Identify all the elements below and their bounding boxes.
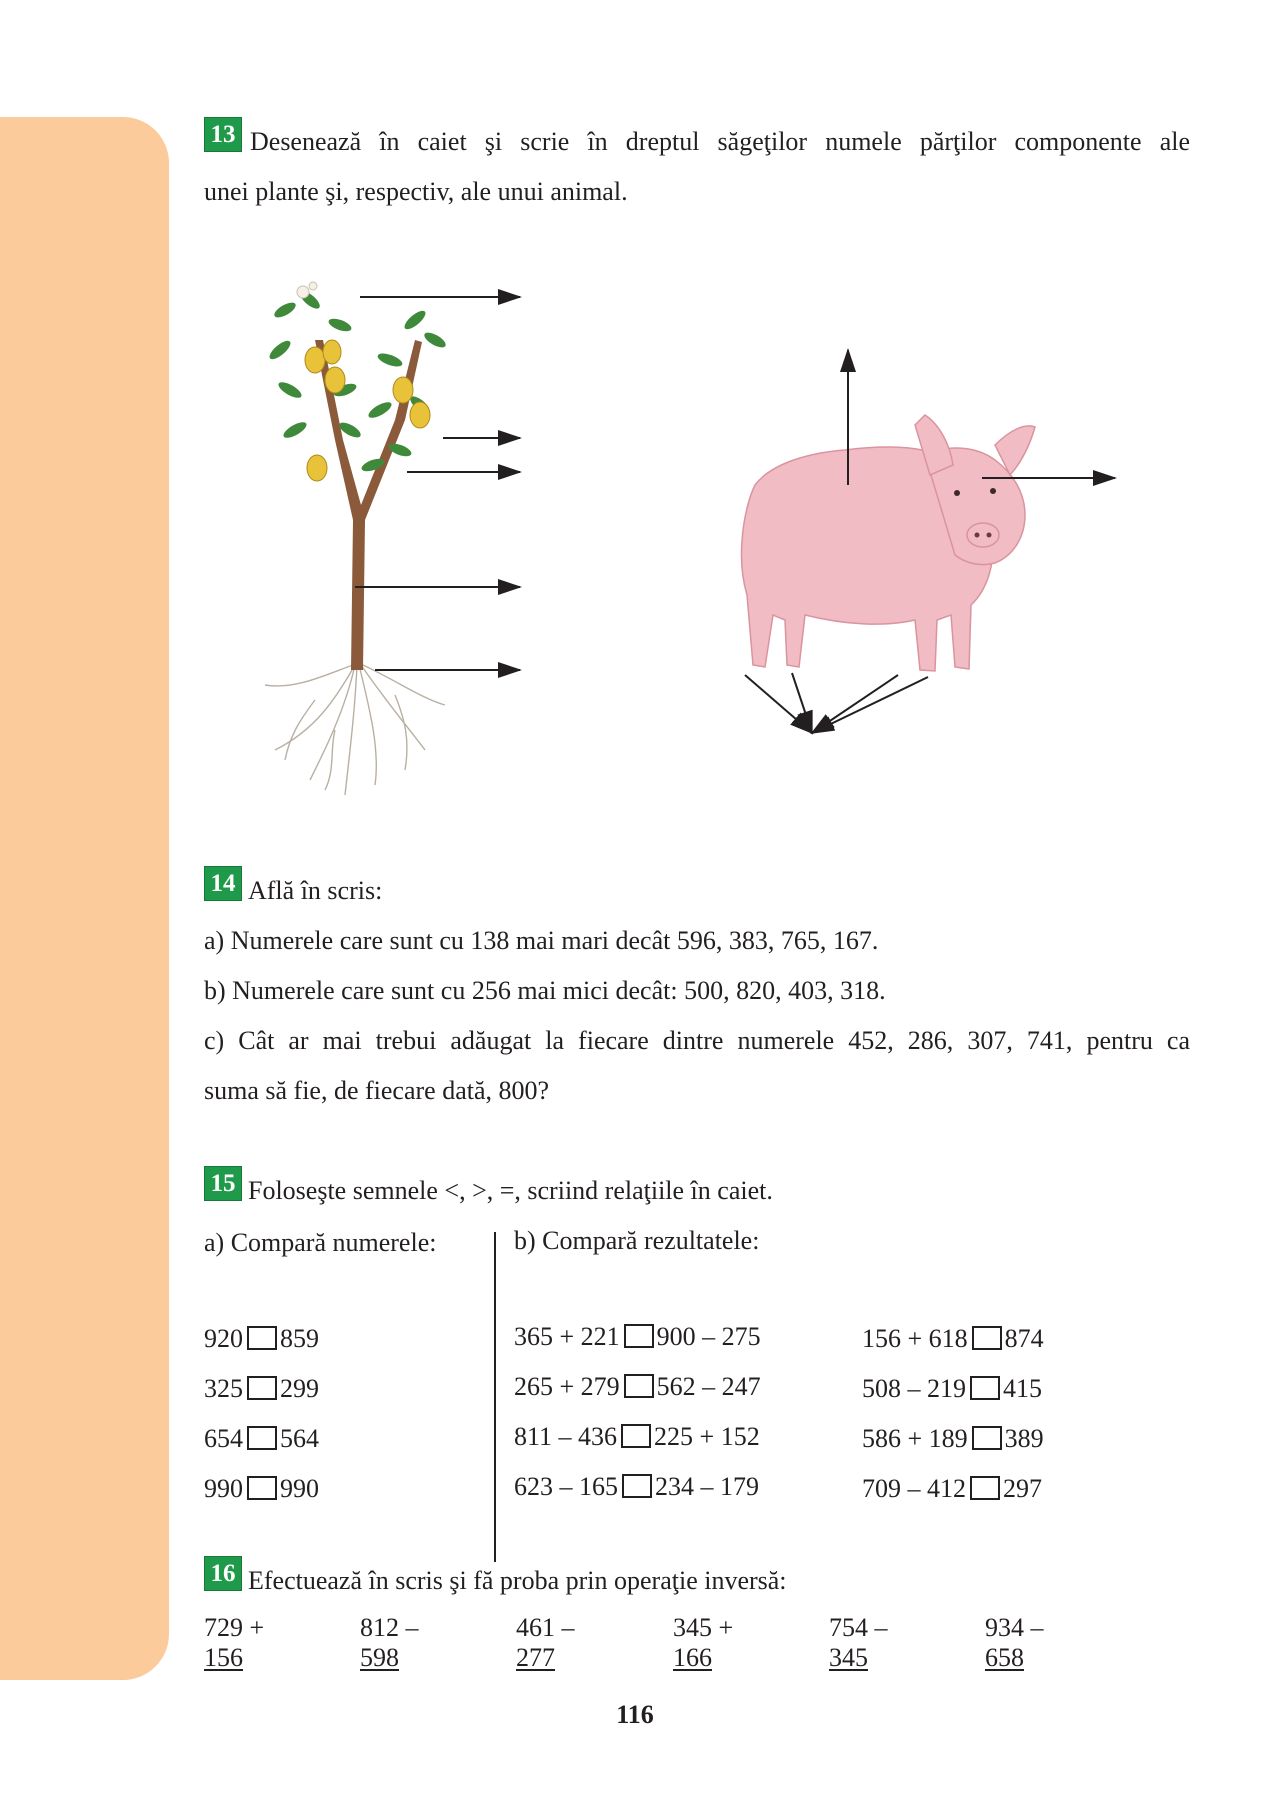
answer-box[interactable] [970,1476,1000,1500]
exercise-14-badge: 14 [204,866,242,901]
pig-arrows [730,345,1120,745]
compare-row: 508 – 219 415 [862,1374,1042,1403]
ex14-c-line2: suma să fie, de fiecare dată, 800? [204,1076,550,1105]
ex13-line2: unei plante şi, respectiv, ale unui animal. [204,177,628,206]
answer-box[interactable] [247,1426,277,1450]
answer-box[interactable] [972,1326,1002,1350]
answer-box[interactable] [621,1424,651,1448]
compare-row: 654 564 [204,1424,319,1453]
exercise-16-badge: 16 [204,1556,242,1591]
compare-row: 709 – 412 297 [862,1474,1042,1503]
operation: 812 – 598 [360,1613,419,1672]
answer-box[interactable] [972,1426,1002,1450]
answer-box[interactable] [247,1326,277,1350]
answer-box[interactable] [970,1376,1000,1400]
answer-box[interactable] [622,1474,652,1498]
answer-box[interactable] [247,1376,277,1400]
compare-row: 365 + 221 900 – 275 [514,1322,761,1351]
ex14-c-line1: c) Cât ar mai trebui adăugat la fiecare dintre numerele 452, 286, 307, 741, pentru ca [204,1026,1190,1055]
answer-box[interactable] [247,1476,277,1500]
page-number: 116 [616,1700,654,1729]
operation: 754 – 345 [829,1613,888,1672]
operation: 345 + 166 [673,1613,734,1672]
ex15-intro: Foloseşte semnele <, >, =, scriind relaţiile în caiet. [248,1176,773,1205]
compare-row: 920 859 [204,1324,319,1353]
operation: 729 + 156 [204,1613,265,1672]
compare-row: 990 990 [204,1474,319,1503]
compare-row: 156 + 618 874 [862,1324,1044,1353]
compare-row: 265 + 279 562 – 247 [514,1372,761,1401]
column-divider [494,1232,496,1562]
ex14-intro: Află în scris: [248,876,383,905]
ex13-line1: Desenează în caiet şi scrie în dreptul săgeţilor numele părţilor componente ale [250,127,1190,156]
compare-row: 325 299 [204,1374,319,1403]
operation: 934 – 658 [985,1613,1044,1672]
answer-box[interactable] [624,1324,654,1348]
side-band [0,117,169,1680]
ex15-a-label: a) Compară numerele: [204,1228,437,1257]
tree-arrows [355,285,525,685]
exercise-15-badge: 15 [204,1166,242,1201]
exercise-13-badge: 13 [204,117,242,152]
ex16-intro: Efectuează în scris şi fă proba prin operaţie inversă: [248,1566,787,1595]
answer-box[interactable] [624,1374,654,1398]
operation: 461 – 277 [516,1613,575,1672]
ex15-b-label: b) Compară rezultatele: [514,1226,760,1255]
compare-row: 811 – 436 225 + 152 [514,1422,760,1451]
ex14-a: a) Numerele care sunt cu 138 mai mari decât 596, 383, 765, 167. [204,926,879,955]
compare-row: 623 – 165 234 – 179 [514,1472,759,1501]
compare-row: 586 + 189 389 [862,1424,1044,1453]
ex14-b: b) Numerele care sunt cu 256 mai mici decât: 500, 820, 403, 318. [204,976,886,1005]
